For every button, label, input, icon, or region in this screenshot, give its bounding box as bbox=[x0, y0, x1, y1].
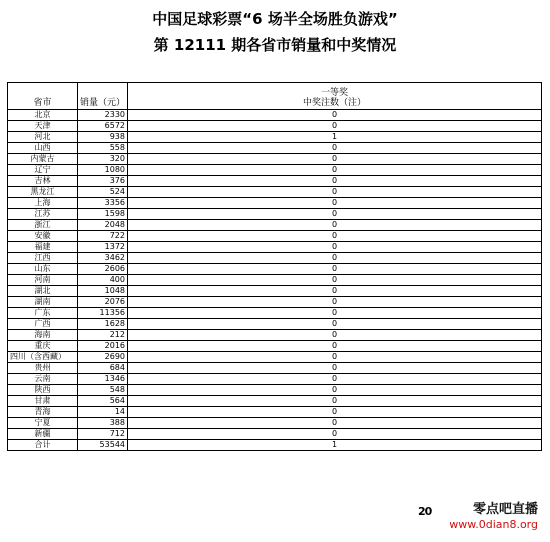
cell-province: 新疆 bbox=[8, 429, 78, 440]
table-row bbox=[8, 341, 542, 352]
cell-province: 海南 bbox=[8, 330, 78, 341]
cell-sales: 400 bbox=[78, 275, 128, 286]
cell-sales: 938 bbox=[78, 132, 128, 143]
table-row bbox=[8, 110, 542, 121]
table-row bbox=[8, 209, 542, 220]
header-province: 省市 bbox=[8, 83, 78, 110]
table-row bbox=[8, 242, 542, 253]
cell-winners: 0 bbox=[128, 374, 542, 385]
table-row bbox=[8, 385, 542, 396]
cell-province: 贵州 bbox=[8, 363, 78, 374]
cell-winners: 0 bbox=[128, 429, 542, 440]
cell-province: 重庆 bbox=[8, 341, 78, 352]
cell-sales: 2048 bbox=[78, 220, 128, 231]
cell-province: 广东 bbox=[8, 308, 78, 319]
table-row bbox=[8, 253, 542, 264]
cell-sales: 1628 bbox=[78, 319, 128, 330]
cell-sales: 1598 bbox=[78, 209, 128, 220]
cell-sales: 53544 bbox=[78, 440, 128, 451]
table-row bbox=[8, 440, 542, 451]
cell-winners: 0 bbox=[128, 407, 542, 418]
cell-province: 广西 bbox=[8, 319, 78, 330]
watermark-name: 零点吧直播 bbox=[472, 502, 538, 517]
table-row bbox=[8, 429, 542, 440]
cell-province: 湖南 bbox=[8, 297, 78, 308]
header-sales: 销量（元） bbox=[78, 83, 128, 110]
cell-winners: 0 bbox=[128, 385, 542, 396]
cell-winners: 0 bbox=[128, 220, 542, 231]
cell-winners: 0 bbox=[128, 286, 542, 297]
cell-province: 河北 bbox=[8, 132, 78, 143]
cell-sales: 2076 bbox=[78, 297, 128, 308]
sales-results-table bbox=[7, 82, 542, 451]
table-row bbox=[8, 319, 542, 330]
table-row bbox=[8, 220, 542, 231]
cell-winners: 0 bbox=[128, 363, 542, 374]
table-body bbox=[8, 110, 542, 451]
cell-sales: 684 bbox=[78, 363, 128, 374]
cell-winners: 0 bbox=[128, 319, 542, 330]
cell-winners: 0 bbox=[128, 231, 542, 242]
cell-province: 内蒙古 bbox=[8, 154, 78, 165]
cell-province: 四川（含西藏） bbox=[8, 352, 78, 363]
cell-province: 甘肃 bbox=[8, 396, 78, 407]
table-row bbox=[8, 121, 542, 132]
cell-sales: 14 bbox=[78, 407, 128, 418]
cell-sales: 2690 bbox=[78, 352, 128, 363]
cell-winners: 0 bbox=[128, 297, 542, 308]
table-row bbox=[8, 286, 542, 297]
cell-sales: 558 bbox=[78, 143, 128, 154]
table-row bbox=[8, 165, 542, 176]
cell-winners: 0 bbox=[128, 418, 542, 429]
document-title-line2: 第 12111 期各省市销量和中奖情况 bbox=[153, 36, 397, 54]
header-first-prize bbox=[128, 83, 542, 110]
cell-sales: 1346 bbox=[78, 374, 128, 385]
cell-sales: 548 bbox=[78, 385, 128, 396]
cell-winners: 0 bbox=[128, 341, 542, 352]
cell-province: 北京 bbox=[8, 110, 78, 121]
cell-winners: 1 bbox=[128, 132, 542, 143]
cell-province: 河南 bbox=[8, 275, 78, 286]
cell-province: 江苏 bbox=[8, 209, 78, 220]
header-winners-label: 中奖注数（注） bbox=[302, 98, 366, 108]
table-row bbox=[8, 187, 542, 198]
table-row bbox=[8, 198, 542, 209]
cell-province: 黑龙江 bbox=[8, 187, 78, 198]
cell-province: 山西 bbox=[8, 143, 78, 154]
cell-province: 江西 bbox=[8, 253, 78, 264]
cell-sales: 11356 bbox=[78, 308, 128, 319]
table-row bbox=[8, 264, 542, 275]
table-row bbox=[8, 176, 542, 187]
cell-province: 宁夏 bbox=[8, 418, 78, 429]
cell-winners: 0 bbox=[128, 209, 542, 220]
cell-sales: 3356 bbox=[78, 198, 128, 209]
cell-sales: 1048 bbox=[78, 286, 128, 297]
cell-winners: 0 bbox=[128, 253, 542, 264]
cell-province: 湖北 bbox=[8, 286, 78, 297]
cell-province: 陕西 bbox=[8, 385, 78, 396]
cell-winners: 0 bbox=[128, 352, 542, 363]
cell-sales: 376 bbox=[78, 176, 128, 187]
table-row bbox=[8, 418, 542, 429]
table-row bbox=[8, 363, 542, 374]
table-row bbox=[8, 297, 542, 308]
cell-winners: 0 bbox=[128, 396, 542, 407]
cell-province: 安徽 bbox=[8, 231, 78, 242]
table-row bbox=[8, 231, 542, 242]
cell-sales: 1080 bbox=[78, 165, 128, 176]
cell-sales: 722 bbox=[78, 231, 128, 242]
cell-sales: 2606 bbox=[78, 264, 128, 275]
cell-province: 合计 bbox=[8, 440, 78, 451]
cell-winners: 0 bbox=[128, 242, 542, 253]
cell-sales: 712 bbox=[78, 429, 128, 440]
table-row bbox=[8, 374, 542, 385]
cell-winners: 0 bbox=[128, 187, 542, 198]
cell-winners: 0 bbox=[128, 110, 542, 121]
cell-sales: 3462 bbox=[78, 253, 128, 264]
cell-winners: 0 bbox=[128, 198, 542, 209]
cell-sales: 2330 bbox=[78, 110, 128, 121]
cropped-number-text: 20 bbox=[418, 505, 432, 518]
cell-winners: 0 bbox=[128, 330, 542, 341]
table-header-row bbox=[8, 83, 542, 110]
cell-winners: 0 bbox=[128, 154, 542, 165]
cell-sales: 6572 bbox=[78, 121, 128, 132]
cell-winners: 1 bbox=[128, 440, 542, 451]
cell-province: 浙江 bbox=[8, 220, 78, 231]
cell-winners: 0 bbox=[128, 165, 542, 176]
cell-winners: 0 bbox=[128, 176, 542, 187]
cell-province: 上海 bbox=[8, 198, 78, 209]
cell-winners: 0 bbox=[128, 275, 542, 286]
cell-province: 福建 bbox=[8, 242, 78, 253]
cell-province: 云南 bbox=[8, 374, 78, 385]
cell-winners: 0 bbox=[128, 308, 542, 319]
cell-province: 天津 bbox=[8, 121, 78, 132]
cell-province: 青海 bbox=[8, 407, 78, 418]
table-row bbox=[8, 275, 542, 286]
cell-sales: 320 bbox=[78, 154, 128, 165]
cell-sales: 212 bbox=[78, 330, 128, 341]
watermark bbox=[449, 502, 538, 532]
table-row bbox=[8, 143, 542, 154]
table-row bbox=[8, 352, 542, 363]
document-title-line1: 中国足球彩票“6 场半全场胜负游戏” bbox=[152, 10, 398, 28]
cell-sales: 524 bbox=[78, 187, 128, 198]
watermark-url: www.0dian8.org bbox=[449, 518, 538, 531]
table-row bbox=[8, 396, 542, 407]
cell-province: 吉林 bbox=[8, 176, 78, 187]
table-row bbox=[8, 407, 542, 418]
cell-sales: 564 bbox=[78, 396, 128, 407]
table-row bbox=[8, 132, 542, 143]
cell-province: 山东 bbox=[8, 264, 78, 275]
table-row bbox=[8, 154, 542, 165]
cell-winners: 0 bbox=[128, 121, 542, 132]
cell-sales: 2016 bbox=[78, 341, 128, 352]
cell-sales: 1372 bbox=[78, 242, 128, 253]
cell-winners: 0 bbox=[128, 264, 542, 275]
table-row bbox=[8, 330, 542, 341]
table-row bbox=[8, 308, 542, 319]
cell-province: 辽宁 bbox=[8, 165, 78, 176]
header-first-prize-label: 一等奖 bbox=[320, 88, 348, 98]
cell-sales: 388 bbox=[78, 418, 128, 429]
cell-winners: 0 bbox=[128, 143, 542, 154]
